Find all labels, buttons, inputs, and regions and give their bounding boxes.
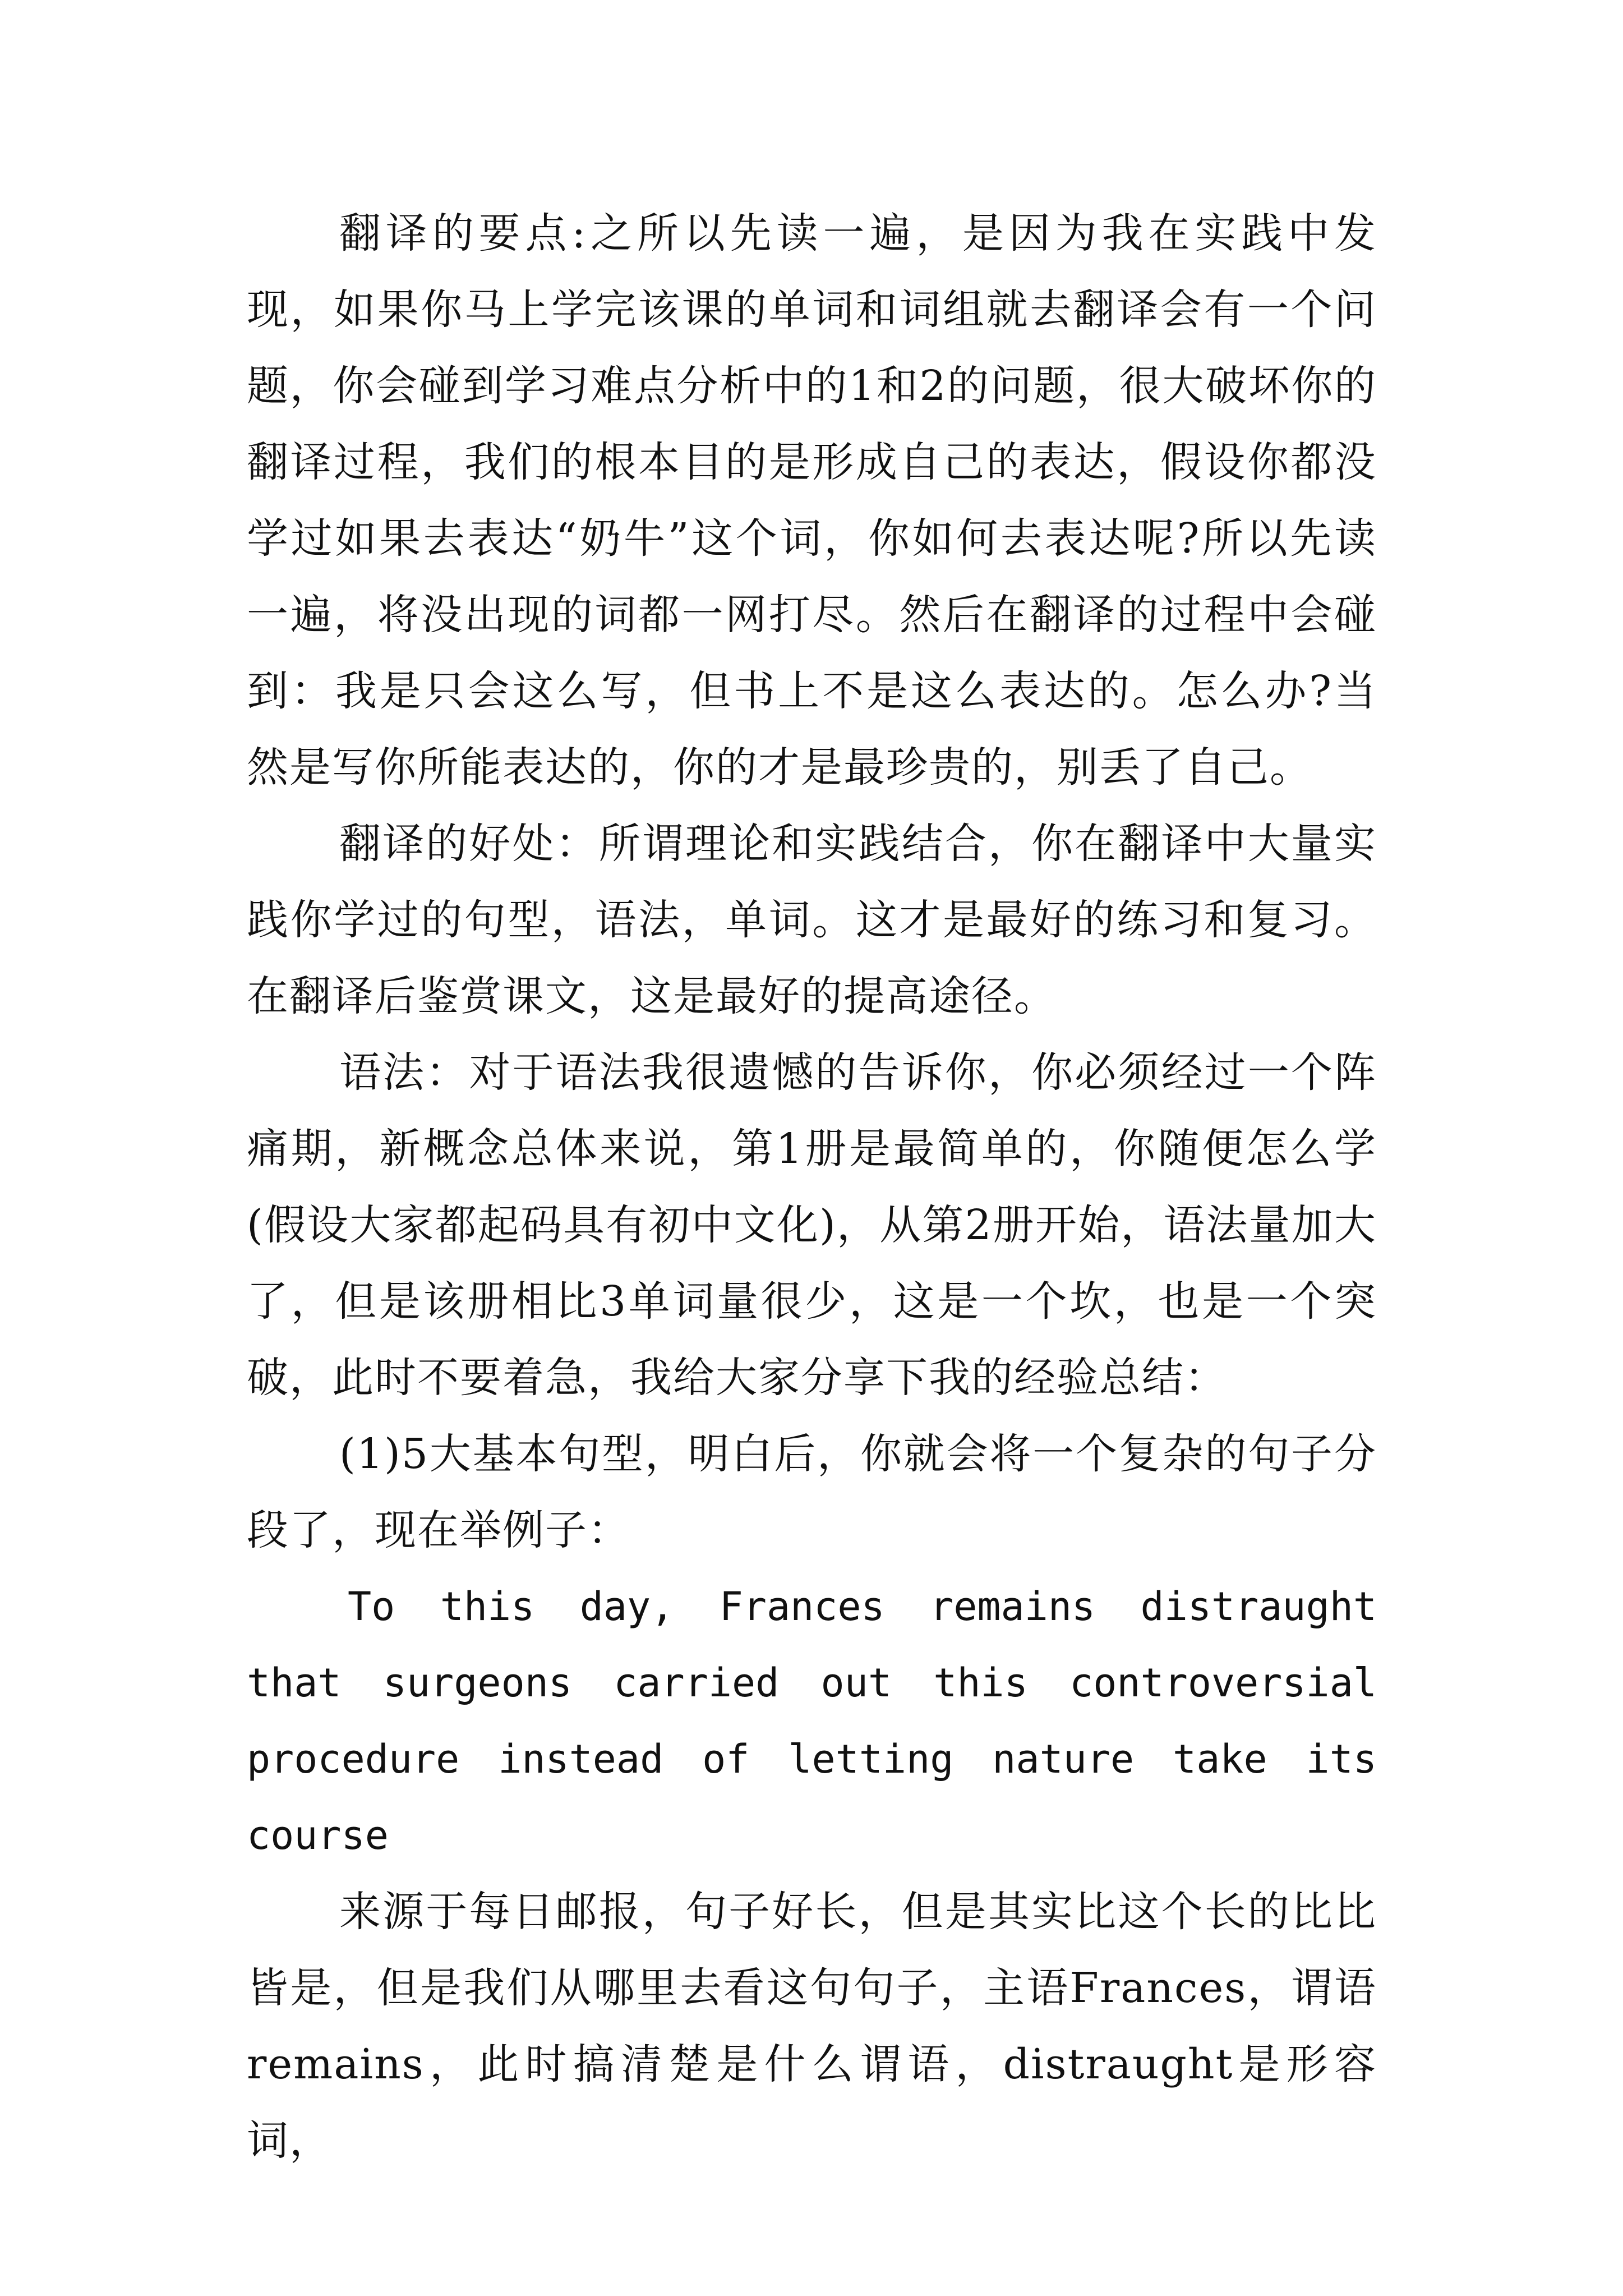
paragraph-english-example: To this day, Frances remains distraught that surgeons carried out this controversial procedure instead of letting nature take its course <box>247 1584 1377 1858</box>
paragraph-grammar: 语法：对于语法我很遗憾的告诉你，你必须经过一个阵痛期，新概念总体来说，第1册是最简单的，你随便怎么学(假设大家都起码具有初中文化)，从第2册开始，语法量加大了，但是该册相比3单词量很少，这是一个坎，也是一个突破，此时不要着急，我给大家分享下我的经验总结： <box>247 1048 1377 1402</box>
document-body <box>247 195 1377 2179</box>
paragraph-example-analysis: 来源于每日邮报，句子好长，但是其实比这个长的比比皆是，但是我们从哪里去看这句句子，主语Frances，谓语remains，此时搞清楚是什么谓语，distraught是形容词， <box>247 1888 1377 2165</box>
paragraph-sentence-patterns: (1)5大基本句型，明白后，你就会将一个复杂的句子分段了，现在举例子： <box>247 1430 1377 1554</box>
paragraph-translation-benefits: 翻译的好处：所谓理论和实践结合，你在翻译中大量实践你学过的句型，语法，单词。这才是最好的练习和复习。在翻译后鉴赏课文，这是最好的提高途径。 <box>247 820 1377 1020</box>
paragraph-translation-tips: 翻译的要点:之所以先读一遍，是因为我在实践中发现，如果你马上学完该课的单词和词组就去翻译会有一个问题，你会碰到学习难点分析中的1和2的问题，很大破坏你的翻译过程，我们的根本目的是形成自己的表达，假设你都没学过如果去表达“奶牛”这个词，你如何去表达呢?所以先读一遍，将没出现的词都一网打尽。然后在翻译的过程中会碰到：我是只会这么写，但书上不是这么表达的。怎么办?当然是写你所能表达的，你的才是最珍贵的，别丢了自己。 <box>247 209 1377 792</box>
